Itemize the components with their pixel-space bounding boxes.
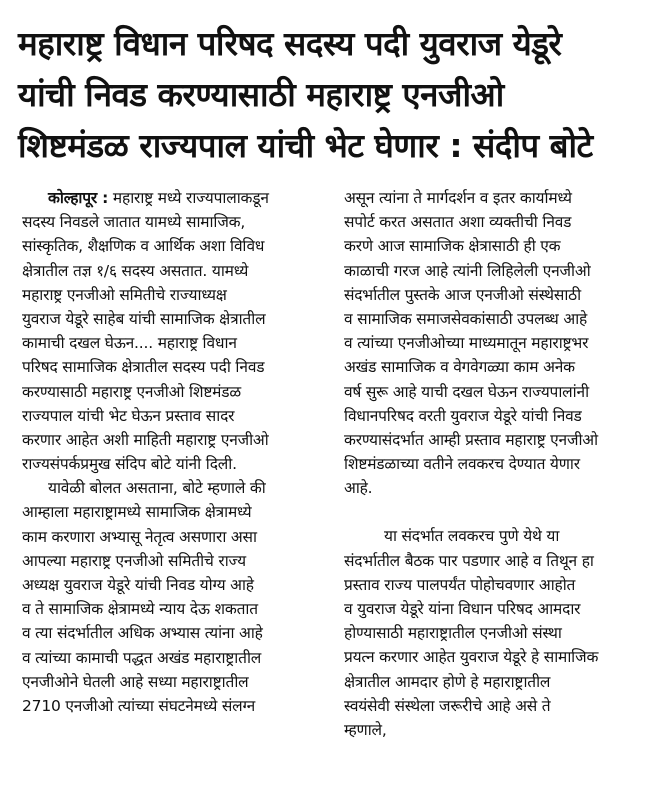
headline-line-3: शिष्टमंडळ राज्यपाल यांची भेट घेणार : संदीप बोटे bbox=[18, 126, 593, 165]
body-line: प्रस्ताव राज्य पालपर्यंत पोहोचवणार आहोत bbox=[344, 575, 576, 594]
body-line: व त्यांच्या कामाची पद्धत अखंड महाराष्ट्रातील bbox=[22, 648, 262, 667]
body-line: करणे आज सामाजिक क्षेत्रासाठी ही एक bbox=[344, 237, 561, 256]
body-line bbox=[22, 186, 322, 210]
body-line: कामाची दखल घेऊन.... महाराष्ट्र विधान bbox=[22, 334, 237, 353]
body-line: असून त्यांना ते मार्गदर्शन व इतर कार्यामध्ये bbox=[344, 189, 572, 207]
body-text: महाराष्ट्र मध्ये राज्यपालाकडून bbox=[108, 189, 269, 207]
body-line: सांस्कृतिक, शैक्षणिक व आर्थिक अशा विविध bbox=[22, 237, 265, 256]
body-line: युवराज येडूरे साहेब यांची सामाजिक क्षेत्रातील bbox=[22, 309, 266, 328]
body-line: आम्हाला महाराष्ट्रामध्ये सामाजिक क्षेत्रामध्ये bbox=[22, 503, 252, 522]
body-line: संदर्भातील बैठक पार पडणार आहे व तिथून हा bbox=[344, 551, 594, 570]
body-line: प्रयत्न करणार आहेत युवराज येडूरे हे सामाजिक bbox=[344, 648, 599, 667]
body-line: शिष्टमंडळाच्या वतीने लवकरच देण्यात येणार bbox=[344, 455, 580, 474]
body-line: काम करणारा अभ्यासू नेतृत्व असणारा असा bbox=[22, 527, 257, 546]
paragraph-gap bbox=[344, 500, 644, 524]
body-line: विधानपरिषद वरती युवराज येडूरे यांची निवड bbox=[344, 406, 582, 425]
body-line: व ते सामाजिक क्षेत्रामध्ये न्याय देऊ शकतात bbox=[22, 600, 258, 619]
body-line: आहे. bbox=[344, 479, 373, 498]
body-line: परिषद सामाजिक क्षेत्रातील सदस्य पदी निवड bbox=[22, 358, 265, 377]
body-line: महाराष्ट्र एनजीओ समितीचे राज्याध्यक्ष bbox=[22, 285, 227, 304]
body-line: करणार आहेत अशी माहिती महाराष्ट्र एनजीओ bbox=[22, 430, 269, 449]
body-line: व सामाजिक समाजसेवकांसाठी उपलब्ध आहे bbox=[344, 309, 587, 328]
body-line: आपल्या महाराष्ट्र एनजीओ समितीचे राज्य bbox=[22, 551, 246, 570]
body-line: अध्यक्ष युवराज येडूरे यांची निवड योग्य आहे bbox=[22, 576, 254, 594]
body-line: क्षेत्रातील तज्ञ १/६ सदस्य असतात. यामध्ये bbox=[22, 261, 249, 280]
body-line: संदर्भातील पुस्तके आज एनजीओ संस्थेसाठी bbox=[344, 285, 581, 304]
body-line: राज्यपाल यांची भेट घेऊन प्रस्ताव सादर bbox=[22, 406, 235, 425]
headline-line-1: महाराष्ट्र विधान परिषद सदस्य पदी युवराज येडूरे bbox=[18, 24, 562, 63]
body-line: यावेळी बोलत असताना, बोटे म्हणाले की bbox=[48, 479, 266, 498]
body-line: काळाची गरज आहे त्यांनी लिहिलेली एनजीओ bbox=[344, 261, 591, 280]
body-line: क्षेत्रातील आमदार होणे हे महाराष्ट्रातील bbox=[344, 672, 551, 691]
body-line: राज्यसंपर्कप्रमुख संदिप बोटे यांनी दिली. bbox=[22, 455, 237, 474]
body-line: 2710 एनजीओ त्यांच्या संघटनेमध्ये संलग्न bbox=[22, 696, 256, 715]
left-column bbox=[22, 186, 322, 718]
dateline: कोल्हापूर : bbox=[48, 189, 109, 207]
body-line: व त्यांच्या एनजीओच्या माध्यमातून महाराष्ट्रभर bbox=[344, 334, 589, 353]
body-line: होण्यासाठी महाराष्ट्रातील एनजीओ संस्था bbox=[344, 624, 562, 643]
body-line: करण्यासंदर्भात आम्ही प्रस्ताव महाराष्ट्र एनजीओ bbox=[344, 430, 598, 449]
body-line: व त्या संदर्भातील अधिक अभ्यास त्यांना आहे bbox=[22, 624, 263, 643]
body-line: व युवराज येडूरे यांना विधान परिषद आमदार bbox=[344, 600, 581, 618]
body-line: म्हणाले, bbox=[344, 720, 387, 739]
body-line: करण्यासाठी महाराष्ट्र एनजीओ शिष्टमंडळ bbox=[22, 382, 241, 401]
headline bbox=[18, 18, 643, 171]
body-line: सदस्य निवडले जातात यामध्ये सामाजिक, bbox=[22, 213, 246, 232]
headline-line-2: यांची निवड करण्यासाठी महाराष्ट्र एनजीओ bbox=[18, 75, 504, 114]
body-line: अखंड सामाजिक व वेगवेगळ्या काम अनेक bbox=[344, 358, 575, 377]
body-line: एनजीओने घेतली आहे सध्या महाराष्ट्रातील bbox=[22, 672, 249, 691]
body-line: स्वयंसेवी संस्थेला जरूरीचे आहे असे ते bbox=[344, 696, 551, 715]
body-line: सपोर्ट करत असतात अशा व्यक्तीची निवड bbox=[344, 213, 572, 232]
body-line: वर्ष सुरू आहे याची दखल घेऊन राज्यपालांनी bbox=[344, 382, 589, 401]
body-line: या संदर्भात लवकरच पुणे येथे या bbox=[384, 527, 560, 546]
right-column bbox=[344, 186, 644, 742]
